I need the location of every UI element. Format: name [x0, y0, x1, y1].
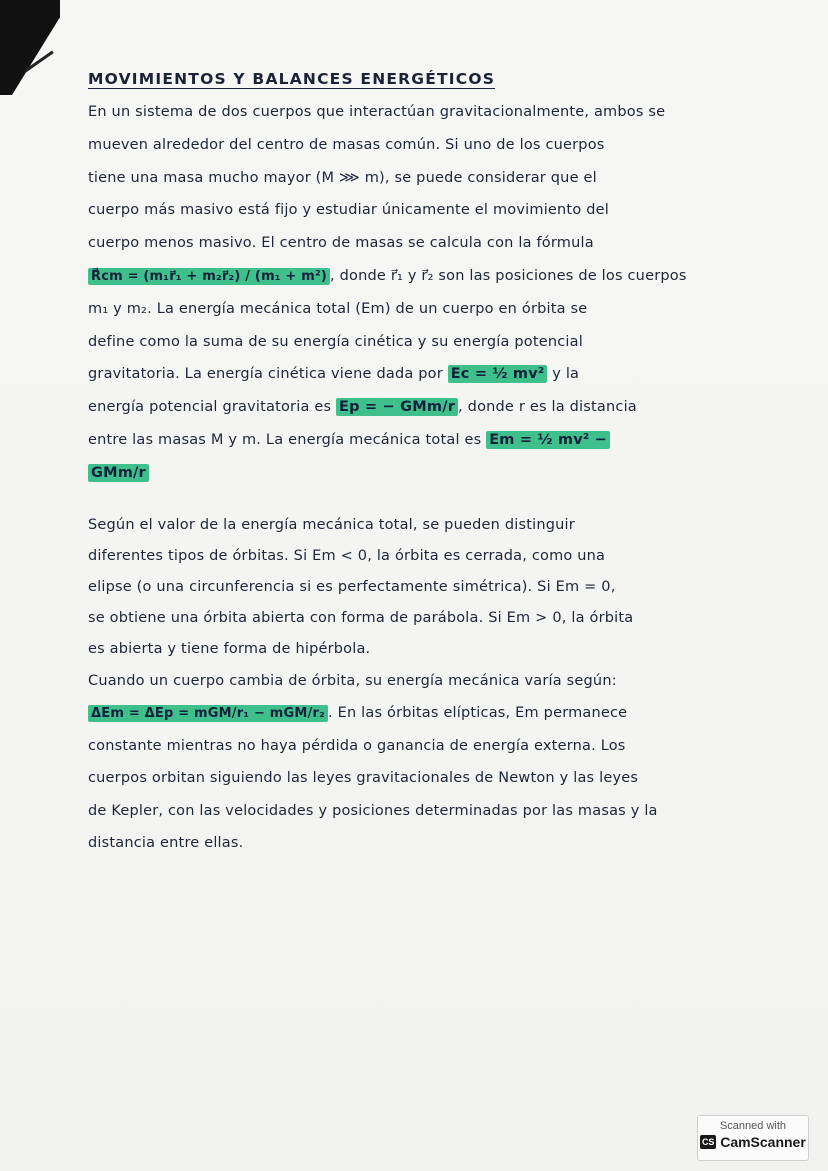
- watermark-brand: [698, 1134, 808, 1150]
- notes-document: [88, 70, 778, 860]
- text-span: . En las órbitas elípticas, Em permanece: [327, 705, 628, 722]
- text-line: [88, 260, 778, 293]
- text-line: mueven alrededor del centro de masas común. Si uno de los cuerpos: [88, 136, 605, 153]
- text-line: Cuando un cuerpo cambia de órbita, su energía mecánica varía según:: [88, 672, 617, 689]
- text-line: define como la suma de su energía cinética y su energía potencial: [88, 333, 583, 350]
- text-span: , donde r⃗₁ y r⃗₂ son las posiciones de los cuerpos: [330, 267, 687, 284]
- mechanical-energy-formula: Em = ½ mv² −: [486, 431, 610, 449]
- text-span: energía potencial gravitatoria es: [88, 399, 332, 416]
- text-line: de Kepler, con las velocidades y posiciones determinadas por las masas y la: [88, 802, 658, 819]
- text-line: diferentes tipos de órbitas. Si Em < 0, la órbita es cerrada, como una: [88, 547, 606, 564]
- text-line: se obtiene una órbita abierta con forma de parábola. Si Em > 0, la órbita: [88, 609, 634, 626]
- text-line: [88, 424, 778, 457]
- paragraph-orbital-energy: [88, 96, 778, 490]
- paragraph-gap: [88, 490, 778, 510]
- page-title: MOVIMIENTOS Y BALANCES ENERGÉTICOS: [88, 70, 496, 88]
- text-line: tiene una masa mucho mayor (M ⋙ m), se puede considerar que el: [88, 169, 597, 186]
- watermark-caption: Scanned with: [719, 1120, 787, 1132]
- text-line: [88, 358, 778, 391]
- text-line: distancia entre ellas.: [88, 835, 244, 852]
- paragraph-orbit-change: [88, 665, 778, 860]
- text-line: cuerpos orbitan siguiendo las leyes gravitacionales de Newton y las leyes: [88, 770, 639, 787]
- scanner-watermark: [697, 1115, 809, 1161]
- text-span: y la: [552, 366, 580, 383]
- text-line: m₁ y m₂. La energía mecánica total (Em) de un cuerpo en órbita se: [88, 300, 588, 317]
- energy-change-formula: ΔEm = ΔEp = mGM/r₁ − mGM/r₂: [88, 705, 328, 722]
- text-line: [88, 391, 778, 424]
- text-line: [88, 457, 778, 490]
- paragraph-orbit-types: [88, 510, 778, 665]
- kinetic-energy-formula: Ec = ½ mv²: [448, 365, 548, 383]
- text-line: [88, 697, 778, 730]
- page-corner-shadow: [0, 0, 60, 95]
- text-line: constante mientras no haya pérdida o ganancia de energía externa. Los: [88, 737, 626, 754]
- potential-energy-formula: Ep = − GMm/r: [336, 398, 458, 416]
- text-line: es abierta y tiene forma de hipérbola.: [88, 640, 371, 657]
- text-line: Según el valor de la energía mecánica total, se pueden distinguir: [88, 516, 575, 533]
- text-span: , donde r es la distancia: [458, 399, 637, 416]
- text-span: entre las masas M y m. La energía mecánica total es: [88, 431, 482, 448]
- center-of-mass-formula: R⃗cm = (m₁r⃗₁ + m₂r⃗₂) / (m₁ + m²): [88, 268, 330, 285]
- watermark-brand-name: CamScanner: [720, 1134, 806, 1150]
- text-line: cuerpo menos masivo. El centro de masas se calcula con la fórmula: [88, 235, 594, 252]
- text-line: cuerpo más masivo está fijo y estudiar únicamente el movimiento del: [88, 202, 609, 219]
- text-line: En un sistema de dos cuerpos que interactúan gravitacionalmente, ambos se: [88, 104, 666, 120]
- text-line: elipse (o una circunferencia si es perfectamente simétrica). Si Em = 0,: [88, 578, 616, 595]
- camscanner-logo-icon: CS: [701, 1137, 715, 1147]
- text-span: gravitatoria. La energía cinética viene dada por: [88, 366, 443, 383]
- mechanical-energy-formula-cont: GMm/r: [88, 464, 149, 482]
